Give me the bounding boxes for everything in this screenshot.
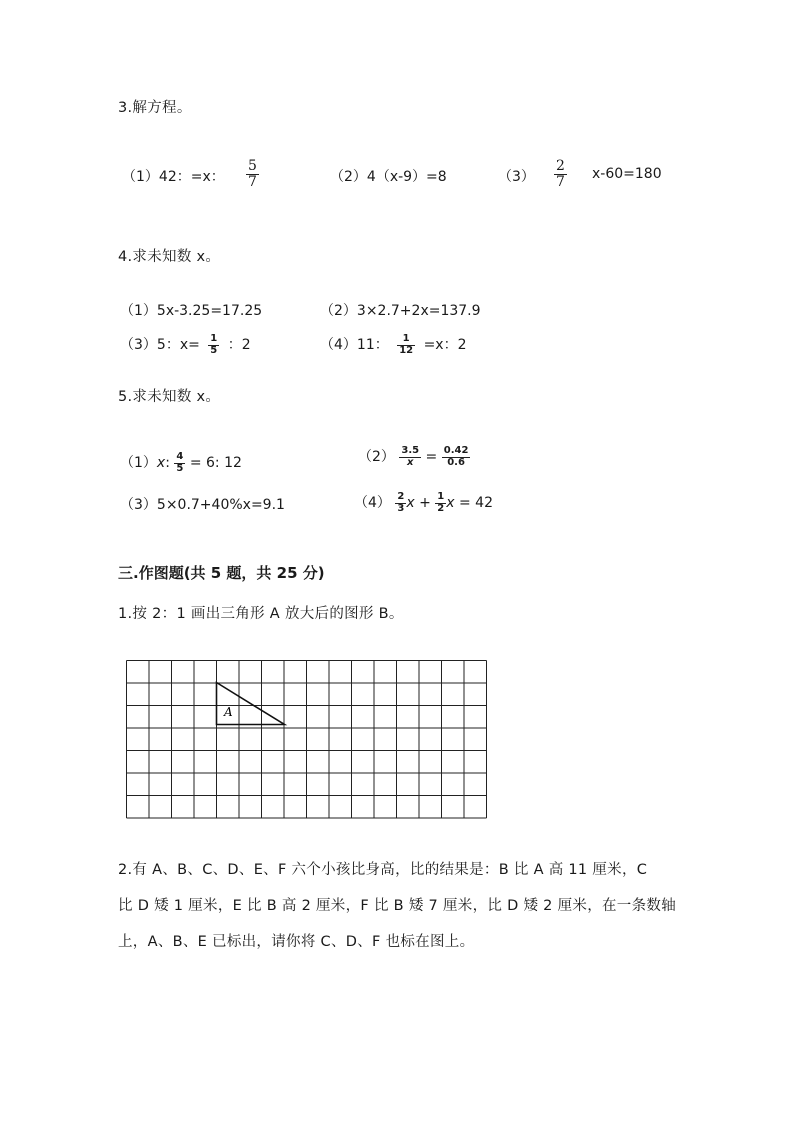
q5-p2-lden: x [407, 456, 414, 468]
q5-p2-rden: 0.6 [447, 456, 465, 468]
q4-p4-frac-den: 12 [399, 344, 414, 356]
q5-p2-pre: （2） [358, 449, 395, 465]
q5-p1-x: x [156, 455, 166, 471]
q5-p1-post: = 6: 12 [189, 455, 242, 471]
q4-problem-1: （1）5x-3.25=17.25 [120, 303, 263, 319]
q4-p3-frac-num: 1 [210, 333, 218, 344]
q3-title: 3.解方程。 [118, 100, 192, 116]
q3-problem-2: （2）4（x-9）=8 [330, 169, 447, 185]
q3-p3-frac-num: 2 [556, 158, 565, 174]
q4-p4-post: =x：2 [423, 337, 467, 353]
q4-p4-pre: （4）11： [320, 337, 389, 353]
q5-p4-post: = 42 [454, 495, 493, 511]
q5-p2-rnum: 0.42 [443, 445, 469, 456]
q5-p4-x1: x [406, 495, 415, 511]
q5-p4-x2: x [446, 495, 455, 511]
q3-p1-frac-den: 7 [248, 173, 257, 190]
q4-p3-frac-den: 5 [210, 344, 218, 356]
q5-p2-eq: = [425, 449, 438, 465]
q3-problem-3-rest: x-60=180 [592, 166, 662, 182]
q4-p3-pre: （3）5：x= [120, 337, 200, 353]
q3-p1-label: （1）42：=x： [122, 169, 225, 185]
q5-p1-frac-num: 4 [176, 451, 184, 462]
q5-p4-pre: （4） [354, 495, 391, 511]
q3-p3-frac-den: 7 [556, 173, 565, 190]
d2-line-3: 上，A、B、E 已标出，请你将 C、D、F 也标在图上。 [118, 934, 475, 950]
q5-p4-plus: + [419, 495, 431, 511]
q3-p1-frac-num: 5 [248, 158, 257, 174]
q5-p1-colon: : [165, 455, 170, 471]
d2-line-1: 2.有 A、B、C、D、E、F 六个小孩比身高，比的结果是：B 比 A 高 11 厘米，C [118, 862, 648, 878]
q5-p2-lnum: 3.5 [401, 445, 420, 456]
d1-title: 1.按 2：1 画出三角形 A 放大后的图形 B。 [118, 606, 404, 622]
q4-p3-post: ：2 [227, 337, 251, 353]
q4-p4-frac-num: 1 [397, 334, 415, 346]
q5-p4-f2den: 2 [437, 502, 445, 514]
q5-p1-pre: （1） [120, 455, 157, 471]
q4-title: 4.求未知数 x。 [118, 249, 221, 265]
q4-problem-2: （2）3×2.7+2x=137.9 [320, 303, 481, 319]
q5-problem-3: （3）5×0.7+40%x=9.1 [120, 497, 285, 513]
grid-lines [127, 661, 487, 819]
q5-title: 5.求未知数 x。 [118, 389, 221, 405]
triangle-a-label: A [224, 705, 233, 719]
q5-p4-f2num: 1 [437, 491, 445, 502]
q5-p4-f1num: 2 [397, 491, 405, 502]
d2-line-2: 比 D 矮 1 厘米，E 比 B 高 2 厘米，F 比 B 矮 7 厘米，比 D 矮 2 厘米，在一条数轴 [118, 898, 676, 914]
q3-problem-3-label: （3） [498, 169, 535, 185]
q5-p4-f1den: 3 [397, 502, 405, 514]
section-3-heading: 三.作图题(共 5 题，共 25 分) [118, 564, 325, 582]
q5-p1-frac-den: 5 [176, 462, 184, 474]
